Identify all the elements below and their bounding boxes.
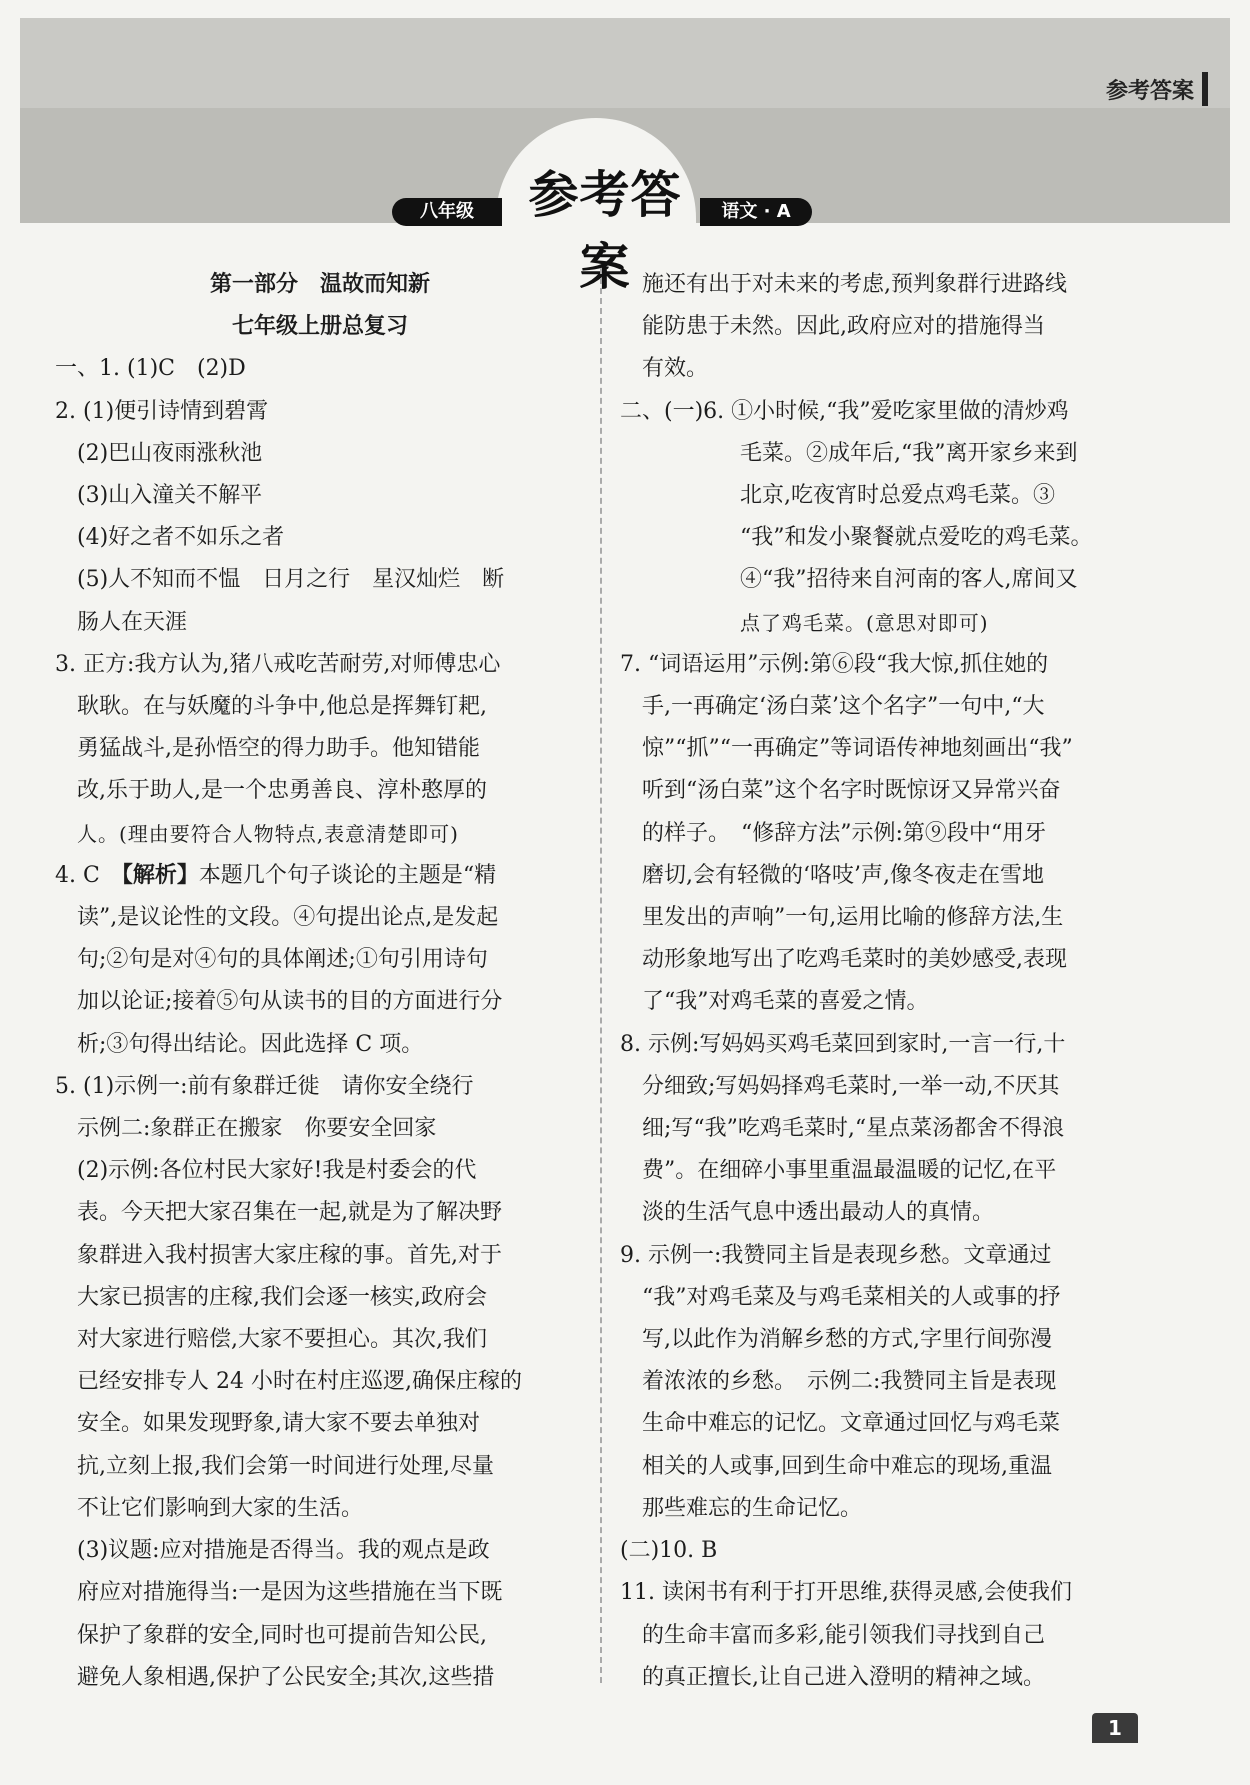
- answer-line: 肠人在天涯: [77, 609, 188, 635]
- section-title: 七年级上册总复习: [231, 314, 408, 340]
- answer-line: 生命中难忘的记忆。文章通过回忆与鸡毛菜: [642, 1411, 1061, 1437]
- answer-line: 了“我”对鸡毛菜的喜爱之情。: [642, 989, 929, 1015]
- answer-line: (2)示例:各位村民大家好!我是村委会的代: [77, 1158, 477, 1184]
- answer-line: 一、1. (1)C (2)D: [55, 356, 246, 382]
- answer-line: 的样子。 “修辞方法”示例:第⑨段中“用牙: [642, 820, 1047, 846]
- answer-line: 分细致;写妈妈择鸡毛菜时,一举一动,不厌其: [642, 1073, 1060, 1099]
- answer-line: 着浓浓的乡愁。 示例二:我赞同主旨是表现: [642, 1369, 1057, 1395]
- answer-line: 7. “词语运用”示例:第⑥段“我大惊,抓住她的: [620, 651, 1049, 677]
- answer-line: 对大家进行赔偿,大家不要担心。其次,我们: [77, 1327, 487, 1353]
- page-number: 1: [1092, 1713, 1138, 1743]
- answer-line: 11. 读闲书有利于打开思维,获得灵感,会使我们: [620, 1580, 1072, 1606]
- corner-label: 参考答案: [1105, 79, 1194, 104]
- answer-note: 人。(理由要符合人物特点,表意清楚即可): [77, 821, 459, 846]
- answer-line: “我”对鸡毛菜及与鸡毛菜相关的人或事的抒: [642, 1284, 1061, 1310]
- answer-line: 淡的生活气息中透出最动人的真情。: [642, 1200, 995, 1226]
- corner-bar: [1202, 72, 1208, 106]
- subject-badge: 语文 · A: [700, 198, 812, 226]
- answer-line: 的真正擅长,让自己进入澄明的精神之域。: [642, 1664, 1045, 1690]
- answer-line: 避免人象相遇,保护了公民安全;其次,这些措: [77, 1664, 495, 1690]
- answer-line: 示例二:象群正在搬家 你要安全回家: [77, 1116, 437, 1142]
- answer-line: 北京,吃夜宵时总爱点鸡毛菜。③: [740, 483, 1055, 509]
- answer-line: 9. 示例一:我赞同主旨是表现乡愁。文章通过: [620, 1242, 1052, 1268]
- answer-line: “我”和发小聚餐就点爱吃的鸡毛菜。: [740, 525, 1093, 551]
- analysis-text: 本题几个句子谈论的主题是“精: [198, 862, 497, 888]
- answer-line: 不让它们影响到大家的生活。: [77, 1495, 364, 1521]
- answer-line: 勇猛战斗,是孙悟空的得力助手。他知错能: [77, 736, 480, 762]
- answer-line: 象群进入我村损害大家庄稼的事。首先,对于: [77, 1242, 502, 1268]
- answer-line: 加以论证;接着⑤句从读书的目的方面进行分: [77, 989, 503, 1015]
- answer-line: (2)巴山夜雨涨秋池: [77, 440, 263, 466]
- answer-line: 里发出的声响”一句,运用比喻的修辞方法,生: [642, 905, 1064, 931]
- answer-line: 8. 示例:写妈妈买鸡毛菜回到家时,一言一行,十: [620, 1031, 1066, 1057]
- answer-line: 那些难忘的生命记忆。: [642, 1495, 863, 1521]
- answer-line: 2. (1)便引诗情到碧霄: [55, 398, 269, 424]
- answer-line: 已经安排专人 24 小时在村庄巡逻,确保庄稼的: [77, 1369, 522, 1395]
- answer-line: 有效。: [642, 356, 709, 382]
- answer-line: 毛菜。②成年后,“我”离开家乡来到: [740, 440, 1078, 466]
- answer-line: 惊”“抓”“一再确定”等词语传神地刻画出“我”: [642, 736, 1073, 762]
- right-column: [620, 264, 1150, 1699]
- answer-line: 大家已损害的庄稼,我们会逐一核实,政府会: [77, 1284, 487, 1310]
- answer-line: 抗,立刻上报,我们会第一时间进行处理,尽量: [77, 1453, 494, 1479]
- answer-line: [55, 855, 585, 897]
- answer-line: 析;③句得出结论。因此选择 C 项。: [77, 1031, 424, 1057]
- answer-line: (3)山入潼关不解平: [77, 483, 263, 509]
- answer-line: 句;②句是对④句的具体阐述;①句引用诗句: [77, 947, 488, 973]
- answer-line: (4)好之者不如乐之者: [77, 525, 285, 551]
- answer-line: (3)议题:应对措施是否得当。我的观点是政: [77, 1538, 490, 1564]
- page-title: 参考答案: [528, 166, 682, 296]
- answer-line: 手,一再确定‘汤白菜’这个名字”一句中,“大: [642, 694, 1045, 720]
- answer-line: 5. (1)示例一:前有象群迁徙 请你安全绕行: [55, 1073, 474, 1099]
- analysis-label: 【解析】: [121, 862, 199, 888]
- answer-line: 3. 正方:我方认为,猪八戒吃苦耐劳,对师傅忠心: [55, 651, 501, 677]
- answer-line: 费”。在细碎小事里重温最温暖的记忆,在平: [642, 1158, 1057, 1184]
- answer-line: 施还有出于对未来的考虑,预判象群行进路线: [642, 272, 1067, 297]
- answer-line: (5)人不知而不愠 日月之行 星汉灿烂 断: [77, 567, 505, 593]
- answer-line: (二)10. B: [620, 1538, 718, 1564]
- answer-line: 相关的人或事,回到生命中难忘的现场,重温: [642, 1453, 1052, 1479]
- answer-choice: 4. C: [55, 862, 122, 888]
- answer-line: ④“我”招待来自河南的客人,席间又: [740, 567, 1078, 593]
- grade-badge: 八年级: [392, 198, 502, 226]
- answer-line: 安全。如果发现野象,请大家不要去单独对: [77, 1411, 480, 1437]
- answer-line: 表。今天把大家召集在一起,就是为了解决野: [77, 1200, 502, 1226]
- answer-line: 府应对措施得当:一是因为这些措施在当下既: [77, 1580, 503, 1606]
- answer-line: 耿耿。在与妖魔的斗争中,他总是挥舞钉耙,: [77, 694, 487, 720]
- answer-line: 保护了象群的安全,同时也可提前告知公民,: [77, 1622, 487, 1648]
- answer-line: 细;写“我”吃鸡毛菜时,“星点菜汤都舍不得浪: [642, 1116, 1065, 1142]
- answer-line: 改,乐于助人,是一个忠勇善良、淳朴憨厚的: [77, 778, 487, 804]
- answer-line: 二、(一)6. ①小时候,“我”爱吃家里做的清炒鸡: [620, 398, 1069, 424]
- answer-line: 动形象地写出了吃鸡毛菜时的美妙感受,表现: [642, 947, 1067, 973]
- answer-line: 的生命丰富而多彩,能引领我们寻找到自己: [642, 1622, 1045, 1648]
- column-divider: [600, 268, 602, 1683]
- part-title: 第一部分 温故而知新: [209, 272, 430, 297]
- answer-line: 磨切,会有轻微的‘咯吱’声,像冬夜走在雪地: [642, 862, 1044, 888]
- answer-line: 听到“汤白菜”这个名字时既惊讶又异常兴奋: [642, 778, 1061, 804]
- answer-line: 读”,是议论性的文段。④句提出论点,是发起: [77, 905, 499, 931]
- answer-line: 能防患于未然。因此,政府应对的措施得当: [642, 314, 1045, 340]
- answer-note: 点了鸡毛菜。(意思对即可): [740, 610, 989, 635]
- left-column: [55, 264, 585, 1699]
- answer-line: 写,以此作为消解乡愁的方式,字里行间弥漫: [642, 1327, 1052, 1353]
